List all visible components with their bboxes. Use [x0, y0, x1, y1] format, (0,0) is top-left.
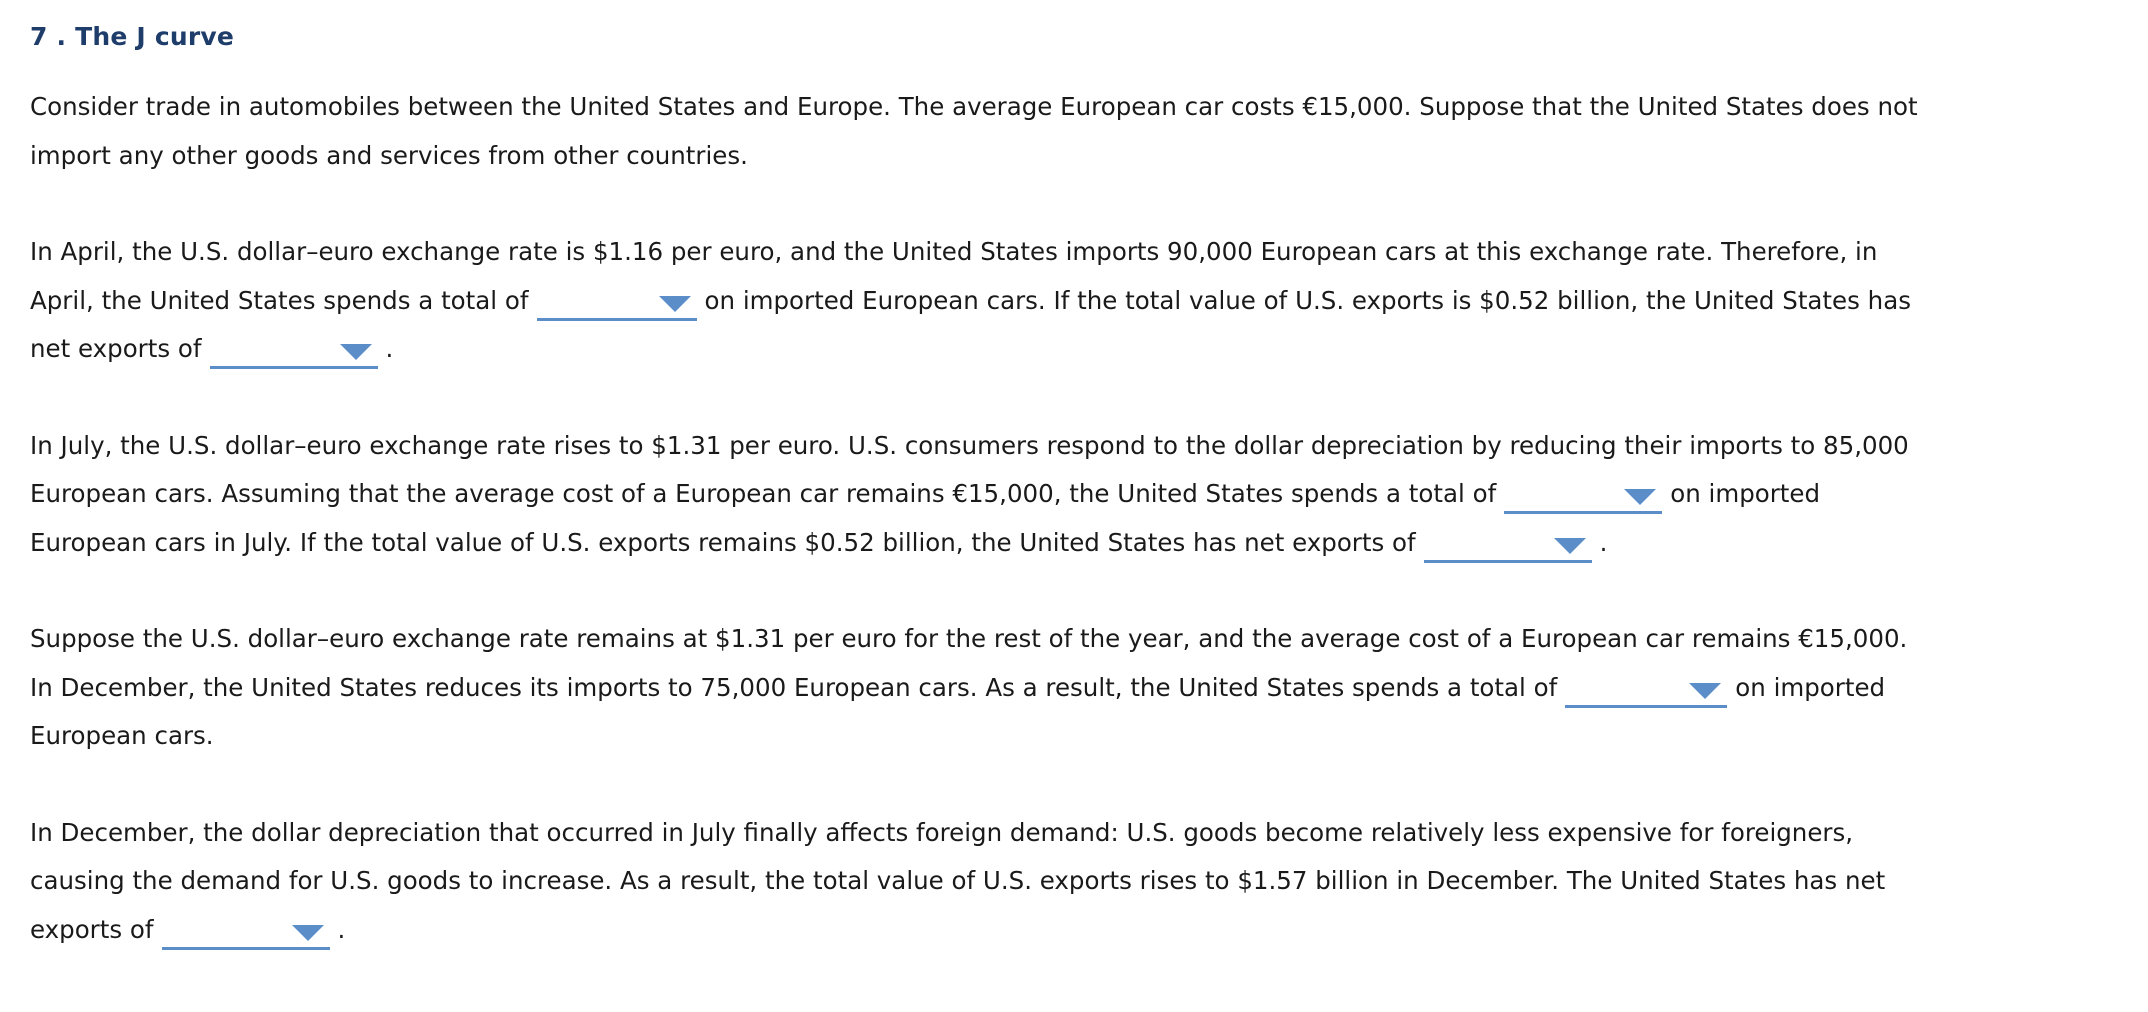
paragraph-july-text-3: .: [1599, 527, 1608, 557]
april-net-exports-dropdown[interactable]: [210, 336, 378, 369]
paragraph-december-exports-text-1: In December, the dollar depreciation that occurred in July finally affects foreign demand: U.S. goods become relatively less expensive for foreigners, causing the demand for U.S. goods to increase. As a result, the total value of U.S. exports rises to $1.57 billion in December. The United States has net exports of: [30, 817, 1893, 944]
question-title: 7 . The J curve: [30, 22, 235, 51]
question-page: [30, 0, 1930, 954]
july-net-exports-dropdown[interactable]: [1424, 530, 1592, 563]
triangle-down-icon: [1624, 489, 1656, 505]
paragraph-july-text-1: In July, the U.S. dollar–euro exchange rate rises to $1.31 per euro. U.S. consumers respond to the dollar depreciation by reducing their imports to 85,000 European cars. Assuming that the average cost of a European car remains €15,000, the United States spends a total of: [30, 430, 1917, 508]
paragraph-december-exports: [30, 809, 1930, 955]
paragraph-april-text-3: .: [385, 334, 394, 363]
triangle-down-icon: [659, 296, 691, 312]
paragraph-december-imports-text-2: on imported European cars.: [30, 672, 1893, 750]
triangle-down-icon: [1689, 683, 1721, 699]
paragraph-april-text-1: In April, the U.S. dollar–euro exchange rate is $1.16 per euro, and the United States imports 90,000 European cars at this exchange rate. Therefore, in April, the United States spends a total of: [30, 237, 1886, 315]
paragraph-intro-text: Consider trade in automobiles between the United States and Europe. The average European car costs €15,000. Suppose that the United States does not import any other goods and services from other countries.: [30, 92, 1926, 170]
triangle-down-icon: [1554, 538, 1586, 554]
april-import-spending-dropdown[interactable]: [537, 288, 697, 321]
paragraph-december-imports-text-1: Suppose the U.S. dollar–euro exchange rate remains at $1.31 per euro for the rest of the year, and the average cost of a European car remains €15,000. In December, the United States reduces its imports to 75,000 European cars. As a result, the United States spends a total of: [30, 624, 1916, 702]
triangle-down-icon: [340, 344, 372, 360]
paragraph-april: [30, 228, 1930, 374]
triangle-down-icon: [292, 925, 324, 941]
paragraph-december-exports-text-2: .: [337, 914, 346, 944]
paragraph-intro: [30, 83, 1930, 180]
december-net-exports-dropdown[interactable]: [162, 917, 330, 950]
paragraph-july-text-2: on imported European cars in July. If the total value of U.S. exports remains $0.52 billion, the United States has net exports of: [30, 479, 1828, 557]
paragraph-december-imports: [30, 615, 1930, 761]
july-import-spending-dropdown[interactable]: [1504, 481, 1662, 514]
paragraph-april-text-2: on imported European cars. If the total value of U.S. exports is $0.52 billion, the United States has net exports of: [30, 285, 1919, 363]
paragraph-july: [30, 422, 1930, 568]
december-import-spending-dropdown[interactable]: [1565, 675, 1727, 708]
